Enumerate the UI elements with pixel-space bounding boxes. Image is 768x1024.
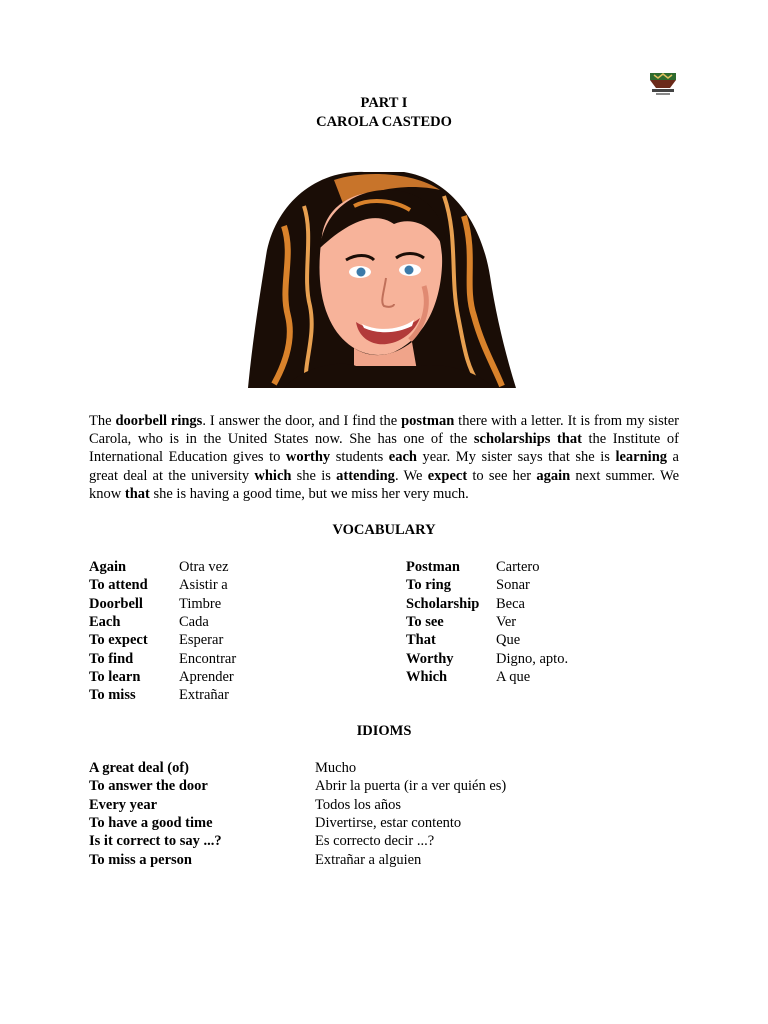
- story-text: she is having a good time, but we miss her very much.: [149, 485, 469, 502]
- story-paragraph: [89, 412, 679, 503]
- term: Scholarship: [406, 595, 480, 612]
- story-text: she is: [291, 467, 337, 484]
- translation: Abrir la puerta (ir a ver quién es): [315, 778, 507, 795]
- story-text: students: [330, 449, 389, 466]
- translation: Mucho: [315, 760, 357, 776]
- term: To miss: [89, 687, 136, 704]
- translation: Extrañar a alguien: [315, 851, 422, 868]
- term: Is it correct to say ...?: [89, 833, 222, 850]
- story-text: year. My sister says that she is: [416, 449, 616, 466]
- term: To answer the door: [89, 778, 208, 795]
- term: To find: [89, 650, 134, 667]
- story-keyword: postman: [401, 413, 455, 429]
- term: To expect: [89, 632, 148, 649]
- vocabulary-heading: VOCABULARY: [332, 522, 436, 538]
- term: To attend: [89, 577, 148, 594]
- translation: Digno, apto.: [496, 650, 569, 667]
- term: Each: [89, 613, 121, 630]
- term: Postman: [406, 559, 460, 575]
- story-text: the Institute of International Education gives to: [89, 431, 679, 466]
- story-keyword: attending: [336, 467, 395, 484]
- page-title: CAROLA CASTEDO: [316, 114, 452, 130]
- translation: Otra vez: [179, 559, 229, 575]
- translation: A que: [496, 668, 531, 685]
- term: To miss a person: [89, 851, 193, 868]
- translation: Encontrar: [179, 650, 237, 667]
- story-keyword: learning: [615, 449, 668, 466]
- translation: Beca: [496, 595, 525, 612]
- term: To ring: [406, 577, 451, 594]
- term: That: [406, 632, 436, 649]
- term: To see: [406, 613, 444, 630]
- translation: Cartero: [496, 559, 540, 575]
- term: Worthy: [406, 650, 454, 667]
- story-text: . I answer the door, and I find the: [202, 413, 402, 429]
- translation: Timbre: [179, 595, 222, 612]
- part-label: PART I: [360, 95, 408, 111]
- story-keyword: each: [388, 449, 417, 466]
- portrait-illustration: [244, 166, 520, 392]
- translation: Cada: [179, 613, 209, 630]
- translation: Ver: [496, 613, 517, 630]
- term: A great deal (of): [89, 760, 189, 776]
- translation: Sonar: [496, 577, 530, 594]
- translation: Es correcto decir ...?: [315, 833, 435, 850]
- term: To learn: [89, 668, 141, 685]
- term: Again: [89, 559, 127, 575]
- story-text: . We: [394, 467, 428, 484]
- idioms-heading: IDIOMS: [356, 723, 412, 739]
- story-text: next summer. We know: [89, 467, 680, 502]
- story-keyword: worthy: [285, 449, 331, 466]
- story-text: to see her: [467, 467, 537, 484]
- translation: Aprender: [179, 668, 234, 685]
- story-keyword: that: [124, 485, 150, 502]
- story-keyword: expect: [427, 467, 468, 484]
- translation: Extrañar: [179, 687, 229, 704]
- translation: Que: [496, 632, 521, 649]
- translation: Asistir a: [179, 577, 228, 594]
- translation: Divertirse, estar contento: [315, 814, 462, 831]
- term: Doorbell: [89, 595, 143, 612]
- term: To have a good time: [89, 814, 213, 831]
- story-text: The: [89, 413, 116, 429]
- translation: Esperar: [179, 632, 224, 649]
- translation: Todos los años: [315, 796, 401, 813]
- story-text: there with a letter. It is from my sister Carola, who is in the United States now. She has one of the: [89, 413, 680, 448]
- story-keyword: scholarships that: [473, 431, 582, 448]
- story-keyword: again: [536, 467, 571, 484]
- story-keyword: doorbell rings: [115, 413, 203, 429]
- story-text: a great deal at the university: [89, 449, 679, 484]
- term: Which: [406, 668, 448, 685]
- term: Every year: [89, 796, 158, 813]
- story-keyword: which: [254, 467, 292, 484]
- logo-icon: [648, 72, 678, 96]
